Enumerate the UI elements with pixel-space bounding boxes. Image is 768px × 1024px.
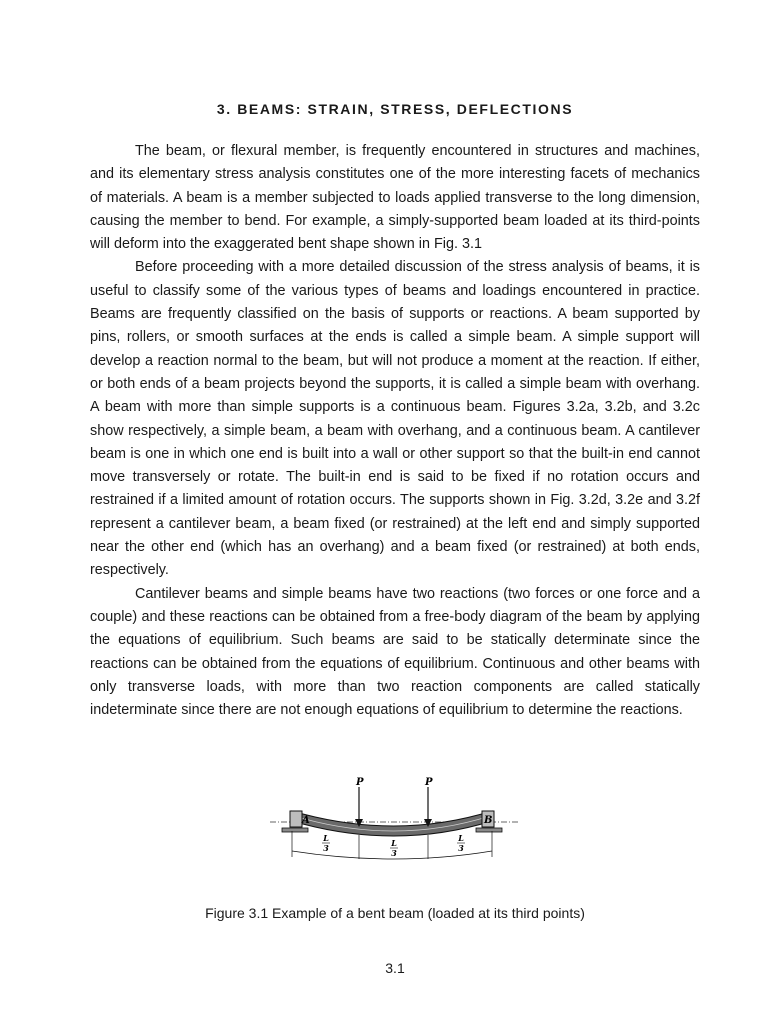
left-support-base	[282, 828, 308, 832]
paragraph-3: Cantilever beams and simple beams have two reactions (two forces or one force and a couple) and these reactions can be obtained from a free-body diagram of the beam by applying the equations of equilibrium. Such beams are said to be statically determinate since the reactions can be obtained from the equations of equilibrium. Continuous and other beams with only transverse loads, with more than two reaction components are called statically indeterminate since there are not enough equations of equilibrium to determine the reactions.	[90, 585, 700, 719]
span-label-2	[390, 838, 398, 858]
span-label-1-den: 3	[323, 843, 329, 853]
span-label-1	[322, 833, 330, 853]
figure-caption: Figure 3.1 Example of a bent beam (loaded at its third points)	[205, 905, 585, 921]
paragraph-2: Before proceeding with a more detailed discussion of the stress analysis of beams, it is useful to classify some of the various types of beams and loadings encountered in practice. Beams are frequently classified on the basis of supports or reactions. A beam supported by pins, rollers, or smooth surfaces at the ends is called a simple beam. A simple support will develop a reaction normal to the beam, but will not produce a moment at the reaction. If either, or both ends of a beam projects beyond the supports, it is called a simple beam with overhang. A beam with more than simple supports is a continuous beam. Figures 3.2a, 3.2b, and 3.2c show respectively, a simple beam, a beam with overhang, and a continuous beam. A cantilever beam is one in which one end is built into a wall or other support so that the built-in end cannot move transversely or rotate. The built-in end is said to be fixed if no rotation occurs and restrained if a limited amount of rotation occurs. The supports shown in Fig. 3.2d, 3.2e and 3.2f represent a cantilever beam, a beam fixed (or restrained) at the left end and simply supported near the other end (which has an overhang) and a beam fixed (or restrained) at both ends, respectively.	[90, 259, 700, 579]
left-support-block	[290, 811, 302, 827]
support-label-b: B	[484, 815, 493, 826]
bent-beam-diagram	[270, 773, 520, 873]
span-label-2-den: 3	[391, 848, 397, 858]
paragraph-1: The beam, or flexural member, is frequently encountered in structures and machines, and its elementary stress analysis constitutes one of the more interesting facets of mechanics of materials. A beam is a member subjected to loads applied transverse to the long dimension, causing the member to bend. For example, a simply-supported beam loaded at its third-points will deform into the exaggerated bent shape shown in Fig. 3.1	[90, 143, 700, 253]
span-label-1-num: L	[323, 833, 329, 843]
load-label-right: P	[425, 777, 433, 788]
load-label-left: P	[356, 777, 364, 788]
support-label-a: A	[302, 815, 310, 826]
span-label-3	[457, 833, 465, 853]
bent-beam-figure	[270, 773, 520, 873]
right-support-base	[476, 828, 502, 832]
section-heading: 3. BEAMS: STRAIN, STRESS, DEFLECTIONS	[216, 101, 574, 117]
span-label-3-den: 3	[458, 843, 464, 853]
page-number: 3.1	[385, 960, 405, 976]
body-text	[90, 140, 700, 722]
span-label-2-num: L	[391, 838, 397, 848]
span-label-3-num: L	[458, 833, 464, 843]
